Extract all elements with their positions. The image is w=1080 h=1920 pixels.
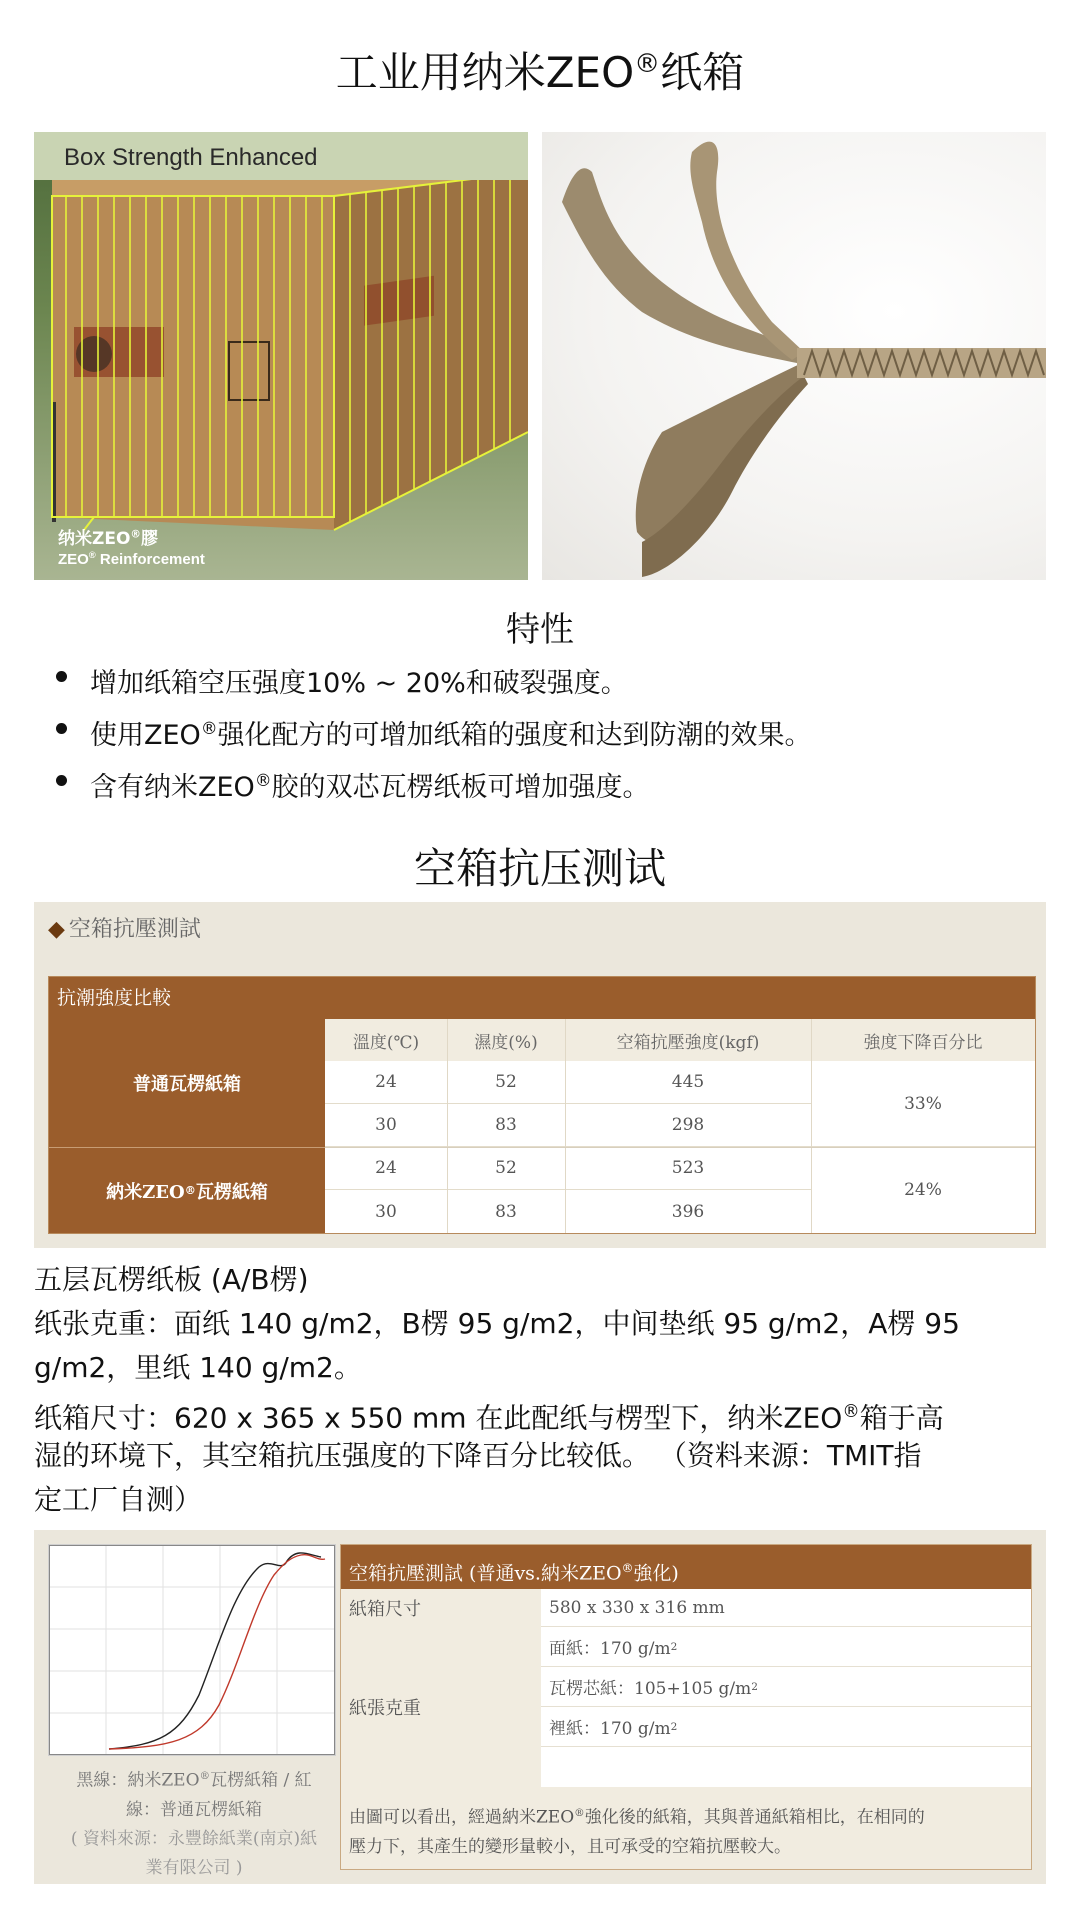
humidity-strength-table xyxy=(48,976,1036,1234)
spec-line: 纸张克重：面纸 140 g/m2，B楞 95 g/m2，中间垫纸 95 g/m2，A楞 95 xyxy=(34,1307,960,1340)
conclusion-note: 由圖可以看出，經過納米ZEO®強化後的紙箱，其與普通紙箱相比，在相同的 壓力下，其產生的變形量較小，且可承受的空箱抗壓較大。 xyxy=(341,1787,1031,1869)
chart-legend: 黑線：納米ZEO®瓦楞紙箱 / 紅 線：普通瓦楞紙箱 ( 資料來源：永豐餘紙業(南京)紙 業有限公司 ) xyxy=(70,1770,318,1878)
size-label: 紙箱尺寸 xyxy=(341,1589,541,1627)
box-illustration xyxy=(34,132,528,580)
row-label-zeo-box: 納米ZEO ® 瓦楞紙箱 xyxy=(49,1147,325,1233)
table-cell: 24 xyxy=(325,1061,447,1104)
weight-value: 瓦楞芯紙：105+105 g/m 2 xyxy=(541,1667,1031,1707)
weight-value: 面紙：170 g/m 2 xyxy=(541,1627,1031,1667)
features-list xyxy=(56,654,812,810)
size-value: 580 x 330 x 316 mm xyxy=(541,1589,1031,1627)
spec-line: 五层瓦楞纸板 (A/B楞) xyxy=(34,1263,309,1296)
weight-value: 裡紙：170 g/m 2 xyxy=(541,1707,1031,1747)
corrugated-board-photo xyxy=(542,132,1046,580)
table-cell: 24 xyxy=(325,1147,447,1190)
table-cell: 396 xyxy=(565,1190,811,1233)
reinforced-box-photo xyxy=(34,132,528,580)
col-header-humidity: 濕度(%) xyxy=(447,1019,565,1061)
divider xyxy=(565,1019,566,1233)
box-caption-zh: 纳米ZEO®膠 xyxy=(58,528,158,549)
table-cell: 52 xyxy=(447,1147,565,1190)
red-curve xyxy=(109,1555,325,1749)
box-caption-en: ZEO® Reinforcement xyxy=(58,550,205,568)
table-cell: 30 xyxy=(325,1190,447,1233)
feature-item: 使用ZEO®强化配方的可增加纸箱的强度和达到防潮的效果。 xyxy=(56,706,812,758)
weight-label: 紙張克重 xyxy=(341,1627,541,1787)
spec-line: g/m2，里纸 140 g/m2。 xyxy=(34,1351,362,1384)
row-label-regular-box: 普通瓦楞紙箱 xyxy=(49,1019,325,1147)
table-cell: 445 xyxy=(565,1061,811,1104)
feature-item: 增加纸箱空压强度10% ~ 20%和破裂强度。 xyxy=(56,654,812,706)
divider xyxy=(811,1019,812,1233)
deformation-curve-chart xyxy=(48,1544,336,1756)
col-header-drop: 強度下降百分比 xyxy=(811,1019,1035,1061)
test-heading: 空箱抗压测试 xyxy=(413,844,666,893)
black-curve xyxy=(109,1553,321,1749)
panel-title: ◆ 空箱抗壓測試 xyxy=(48,917,201,942)
feature-item: 含有纳米ZEO®胶的双芯瓦楞纸板可增加强度。 xyxy=(56,758,812,810)
drop-percent-cell: 33% xyxy=(811,1061,1035,1147)
compression-test-panel xyxy=(34,1530,1046,1884)
diamond-icon: ◆ xyxy=(48,917,65,942)
table-cell: 30 xyxy=(325,1104,447,1147)
table-title: 抗潮強度比較 xyxy=(49,977,1035,1019)
page-title: 工业用纳米ZEO®纸箱 xyxy=(335,48,745,97)
drop-percent-cell: 24% xyxy=(811,1147,1035,1233)
table-cell: 298 xyxy=(565,1104,811,1147)
chart-grid xyxy=(49,1545,335,1755)
table-cell: 83 xyxy=(447,1104,565,1147)
curve-plot xyxy=(49,1545,335,1755)
compression-spec-table xyxy=(340,1544,1032,1870)
table-title: 空箱抗壓測試 (普通vs.納米ZEO®強化) xyxy=(341,1545,1031,1589)
humidity-test-panel xyxy=(34,902,1046,1248)
corrugated-board-illustration xyxy=(542,132,1046,580)
table-cell: 52 xyxy=(447,1061,565,1104)
divider xyxy=(325,1147,1035,1148)
table-cell: 523 xyxy=(565,1147,811,1190)
spec-line: 定工厂自测） xyxy=(34,1483,203,1516)
features-heading: 特性 xyxy=(506,610,574,650)
table-cell: 83 xyxy=(447,1190,565,1233)
divider xyxy=(447,1019,448,1233)
spec-line: 纸箱尺寸：620 x 365 x 550 mm 在此配纸与楞型下，纳米ZEO®箱于高 xyxy=(34,1401,944,1435)
spec-line: 湿的环境下，其空箱抗压强度的下降百分比较低。 （资料来源：TMIT指 xyxy=(34,1439,922,1472)
col-header-compression: 空箱抗壓強度(kgf) xyxy=(565,1019,811,1061)
box-banner: Box Strength Enhanced xyxy=(34,132,528,180)
weight-value-spacer xyxy=(541,1747,1031,1787)
col-header-temperature: 溫度(℃) xyxy=(325,1019,447,1061)
